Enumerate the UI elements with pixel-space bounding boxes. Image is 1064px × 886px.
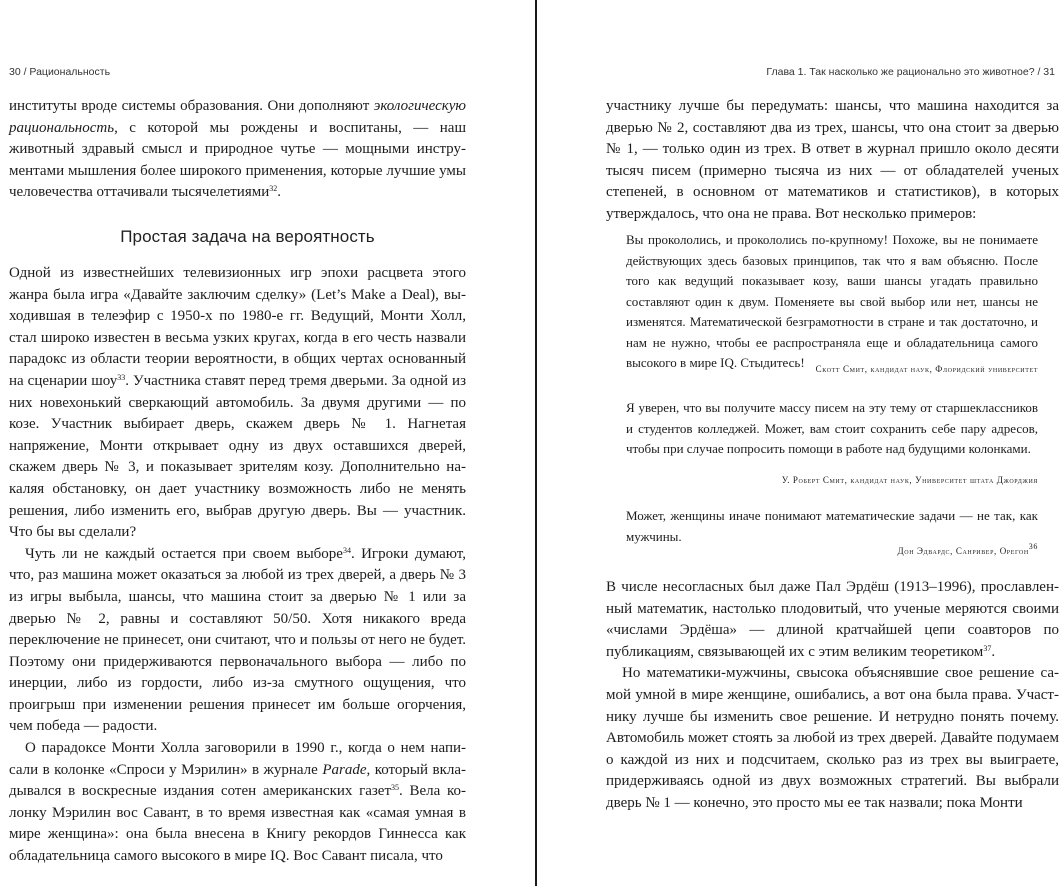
right-page: [537, 0, 1064, 886]
block-quote-3: Может, женщины иначе понимают математические задачи — не так, как мужчины.: [626, 508, 1038, 544]
paragraph: [9, 738, 466, 868]
footnote-ref: 32: [269, 184, 278, 194]
running-head-left: 30 / Рациональность: [9, 66, 111, 78]
text-run: Чуть ли не каждый остается при своем выборе: [25, 545, 343, 562]
text-run: . Вела колонку Мэрилин вос Савант, в то время известная как «самая умная в мире женщина»: она была внесена в Книгу рекордов Гиннесса как обладательница самого высокого в мире IQ. Вос Савант писала, что: [9, 783, 466, 865]
footnote-ref: 37: [983, 643, 992, 653]
text-run: О парадоксе Монти Холла заговорили в 1990 г., когда о нем написали в колонке «Спроси у Мэрилин» в журнале: [9, 740, 466, 778]
paragraph: [9, 263, 466, 544]
paragraph: [606, 577, 1059, 663]
footnote-ref: 33: [117, 372, 126, 382]
footnote-ref: 34: [342, 545, 351, 555]
attribution-text: Дон Эдвардс, Санривер, Орегон: [897, 546, 1029, 556]
body-text-left: [9, 263, 466, 868]
paragraph-intro: [9, 96, 466, 204]
footnote-ref: 36: [1028, 542, 1038, 551]
running-head-right: Глава 1. Так насколько же рационально это животное? / 31: [766, 66, 1055, 78]
text-run: , который вкладывался в воскресные издания сотен американских газет: [9, 761, 466, 800]
quote-attribution-2: У. Роберт Смит, кандидат наук, Университет штата Джорджия: [781, 475, 1038, 485]
text-run: Одной из известнейших телевизионных игр эпохи расцвета этого жанра была игра «Давайте заключим сделку» (Let’s Make a Deal), выходившая в телеэфир с 1950-х по 1980-е гг. Ведущий, Монти Холл, стал широко известен в весьма узких кругах, когда в его честь назвали парадокс из области теории вероятности, в общих чертах основанный на сценарии шоу: [9, 265, 466, 389]
paragraph: [9, 96, 466, 204]
emphasis: экологическую рациональность: [9, 98, 466, 136]
paragraph-continuation: [606, 96, 1059, 226]
paragraph: участнику лучше бы передумать: шансы, что машина находится за дверью № 2, составляют два из трех, шансы, что она стоит за дверью № 1, — только один из трех. В ответ в журнал пришло около десяти тысяч писем (примерно тысяча из них — от обладателей ученых степеней, в основном от математиков и статистиков), в которых утверждалось, что она не права. Вот несколько примеров:: [606, 98, 1059, 222]
quote-attribution-3: [626, 542, 1038, 556]
text-run: институты вроде системы образования. Они дополняют: [9, 98, 374, 114]
text-run: В числе несогласных был даже Пал Эрдёш (1913–1996), прославленный математик, настолько плодовитый, что ученые меряются своими «числами Эрдёша» — длиной кратчайшей цепи соавторов по публикациям, связывающей их с этим великим теоретиком: [606, 579, 1059, 660]
body-text-right: [606, 577, 1059, 815]
emphasis: Parade: [322, 761, 367, 778]
text-run: , с которой мы рождены и воспитаны, — наш животный здравый смысл и природное чутье — мощными инструментами мышления более широкого применения, которые лучшие умы человечества оттачивали тысячелетиями: [9, 119, 466, 201]
text-run: . Участника ставят перед тремя дверьми. За одной из них новехонький сверкающий автомобиль. За двумя другими — по козе. Участник выбирает дверь, скажем дверь № 1. Нагнетая напряжение, Монти открывает одну из двух оставшихся дверей, скажем дверь № 3, и показывает зрителям козу. Дополнительно накаляя обстановку, он дает участнику возможность либо не менять решения, либо изменить его, выбрав другую дверь. Вы — участник. Что бы вы сделали?: [9, 372, 467, 541]
footnote-ref: 35: [391, 783, 400, 793]
text-run: .: [277, 184, 281, 201]
paragraph: [9, 544, 466, 738]
text-run: .: [991, 643, 996, 660]
block-quote-2: Я уверен, что вы получите массу писем на эту тему от старшеклассников и студентов колледжей. Может, вам стоит сохранить себе пару адресов, чтобы при случае попросить помощи в работе над будущими колонками.: [626, 400, 1038, 456]
paragraph: Но математики-мужчины, свысока объяснявшие свое решение самой умной в мире женщине, ошибались, а вот она была права. Участнику лучше бы изменить свое решение. И нетрудно понять почему. Автомобиль может стоять за любой из трех дверей. Давайте подумаем о каждой из них и подсчитаем, сколько раз из трех вы выиграете, придерживаясь одной из двух возможных стратегий. Вы выбрали дверь № 1 — конечно, это просто мы ее так назвали; пока Монти: [606, 665, 1059, 811]
section-heading: Простая задача на вероятность: [120, 227, 375, 246]
block-quote-1: Вы прокололись, и прокололись по-крупному! Похоже, вы не понимаете действующих здесь базовых принципов, так что я вам объясню. После того как ведущий показывает козу, ваши шансы угадать правильно составляют один к двум. Поменяете вы свой выбор или нет, шансы не изменятся. Математической безграмотности в стране и так достаточно, и нам не нужно, чтобы ее распространяла еще и обладательница самого высокого в мире IQ. Стыдитесь!: [626, 232, 1038, 370]
text-run: . Игроки думают, что, раз машина может оказаться за любой из трех дверей, а дверь № 3 из игры выбыла, шансы, что машина стоит за дверью № 1 или за дверью № 2, равны и составляют 50/50. Хотя никакого вреда переключение не принесет, они считают, что и пользы от него не будет. Поэтому они придерживаются первоначального выбора — либо по инерции, либо из гордости, либо из-за смутного ощущения, что проигрыш при изменении решения принесет им больше огорчения, чем победа — радости.: [9, 545, 466, 735]
quote-attribution-1: Скотт Смит, кандидат наук, Флоридский университет: [815, 364, 1038, 374]
